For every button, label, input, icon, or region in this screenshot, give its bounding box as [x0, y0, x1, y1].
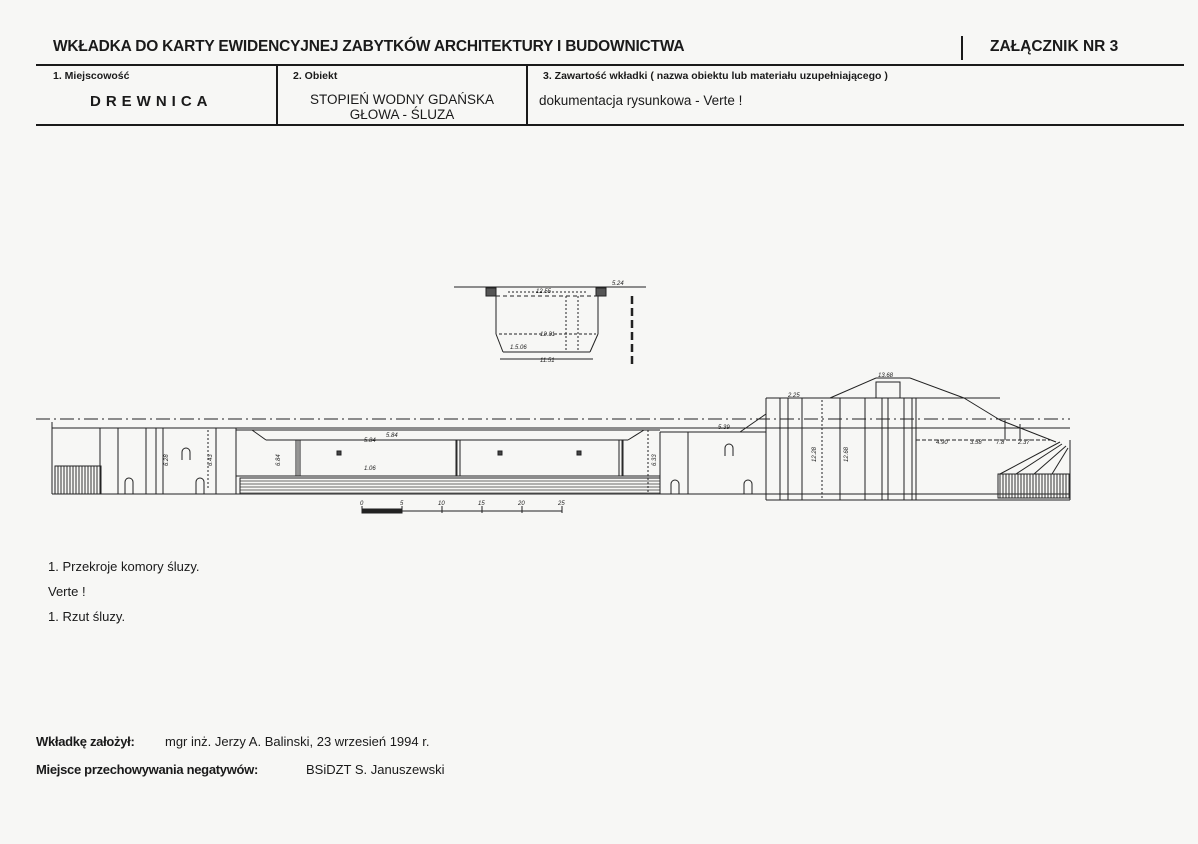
- author-label: Wkładkę założył:: [36, 734, 135, 749]
- dim-elev-2: 6.43: [208, 454, 214, 466]
- dim-elev-11: 2.25: [788, 393, 800, 399]
- dim-elev-1: 6.28: [164, 454, 170, 466]
- dim-top-crest: 5.24: [612, 281, 624, 287]
- dim-top-level: 1.5.06: [510, 345, 527, 351]
- object-label: 2. Obiekt: [293, 70, 338, 82]
- form-title: WKŁADKA DO KARTY EWIDENCYJNEJ ZABYTKÓW ARCHITEKTURY I BUDOWNICTWA: [53, 38, 685, 55]
- dim-elev-5: 5.84: [386, 433, 398, 439]
- scale-tick-10: 10: [438, 501, 445, 507]
- dim-elev-14: 7.8: [996, 440, 1005, 446]
- scale-tick-0: 0: [360, 501, 364, 507]
- dim-top-width: 12.55: [536, 289, 552, 295]
- note-plan: 1. Rzut śluzy.: [48, 609, 126, 624]
- scale-tick-5: 5: [400, 501, 404, 507]
- dim-elev-3: 6.84: [276, 454, 282, 466]
- dim-top-bottom: 11.51: [540, 358, 555, 364]
- author-value: mgr inż. Jerzy A. Balinski, 23 wrzesień 1994 r.: [165, 734, 430, 749]
- dim-elev-9: 12.28: [812, 446, 818, 462]
- annex-number: ZAŁĄCZNIK NR 3: [990, 38, 1119, 55]
- locality-label: 1. Miejscowość: [53, 70, 130, 82]
- scale-bar: [362, 506, 562, 513]
- object-value-line1: STOPIEŃ WODNY GDAŃSKA: [309, 92, 495, 107]
- dim-elev-8: 5.39: [718, 425, 730, 431]
- storage-label: Miejsce przechowywania negatywów:: [36, 762, 258, 777]
- scale-tick-15: 15: [478, 501, 485, 507]
- scale-tick-25: 25: [558, 501, 565, 507]
- object-value-line2: GŁOWA - ŚLUZA: [349, 107, 455, 122]
- dim-elev-13: 3.58: [970, 440, 982, 446]
- locality-value: DREWNICA: [90, 93, 213, 110]
- dim-elev-15: 2.37: [1018, 440, 1030, 446]
- dim-elev-6: 1.06: [364, 466, 376, 472]
- note-verte: Verte !: [48, 584, 86, 599]
- dim-elev-16: 13.68: [878, 373, 894, 379]
- cross-section-drawing: [454, 287, 646, 366]
- dim-elev-12: 4.90: [936, 440, 948, 446]
- note-cross-sections: 1. Przekroje komory śluzy.: [48, 559, 200, 574]
- dim-elev-7: 6.33: [652, 454, 658, 466]
- elevation-drawing: [36, 378, 1070, 500]
- contents-value: dokumentacja rysunkowa - Verte !: [539, 93, 743, 108]
- storage-value: BSiDZT S. Januszewski: [306, 762, 445, 777]
- dim-top-inner: 12.31: [540, 332, 556, 338]
- contents-label: 3. Zawartość wkładki ( nazwa obiektu lub materiału uzupełniającego ): [543, 70, 888, 82]
- dim-elev-4: 5.84: [364, 438, 376, 444]
- scale-tick-20: 20: [518, 501, 525, 507]
- dim-elev-10: 12.68: [844, 446, 850, 462]
